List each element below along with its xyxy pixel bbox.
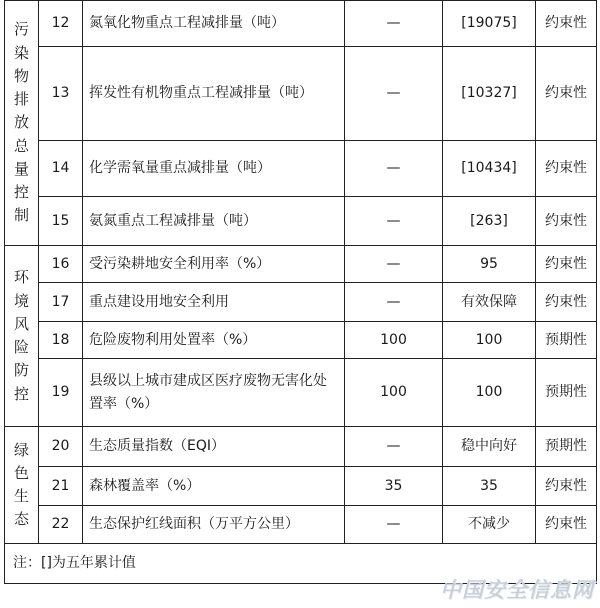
indicator-number: 21: [39, 467, 83, 506]
value-target: [263]: [443, 197, 536, 246]
indicator-attribute: 约束性: [536, 467, 597, 506]
value-target: [10327]: [443, 47, 536, 141]
value-baseline: —: [345, 141, 443, 197]
category-cell: [5, 1, 39, 246]
indicator-name: 挥发性有机物重点工程减排量（吨）: [83, 47, 345, 141]
indicator-number: 15: [39, 197, 83, 246]
value-target: [10434]: [443, 141, 536, 197]
category-cell: [5, 246, 39, 427]
indicator-name: 生态保护红线面积（万平方公里）: [83, 506, 345, 544]
category-char: 总: [13, 136, 29, 155]
category-char: 污: [13, 20, 29, 39]
table-row: [5, 427, 597, 467]
indicator-name: 森林覆盖率（%）: [83, 467, 345, 506]
indicator-number: 14: [39, 141, 83, 197]
category-char: 色: [13, 463, 29, 482]
table-row: [5, 322, 597, 359]
value-target: 100: [443, 359, 536, 427]
indicator-number: 22: [39, 506, 83, 544]
category-char: 态: [13, 510, 29, 529]
indicator-attribute: 约束性: [536, 246, 597, 283]
category-char: 制: [13, 206, 29, 225]
indicator-attribute: 约束性: [536, 47, 597, 141]
category-char: 量: [13, 159, 29, 178]
table-row: [5, 246, 597, 283]
indicator-number: 12: [39, 1, 83, 47]
indicator-table: [4, 0, 597, 584]
indicator-name: 氨氮重点工程减排量（吨）: [83, 197, 345, 246]
table-row: [5, 467, 597, 506]
value-target: 100: [443, 322, 536, 359]
indicator-name: 受污染耕地安全利用率（%）: [83, 246, 345, 283]
table-row: [5, 197, 597, 246]
category-char: 染: [13, 43, 29, 62]
indicator-name: 县级以上城市建成区医疗废物无害化处置率（%）: [83, 359, 345, 427]
value-baseline: —: [345, 246, 443, 283]
category-char: 绿: [13, 440, 29, 459]
table-row: [5, 359, 597, 427]
value-baseline: —: [345, 197, 443, 246]
value-target: 不减少: [443, 506, 536, 544]
indicator-attribute: 约束性: [536, 506, 597, 544]
value-target: [19075]: [443, 1, 536, 47]
indicator-attribute: 预期性: [536, 359, 597, 427]
category-char: 控: [13, 183, 29, 202]
table-row: [5, 1, 597, 47]
value-baseline: —: [345, 1, 443, 47]
indicator-attribute: 预期性: [536, 427, 597, 467]
indicator-attribute: 约束性: [536, 197, 597, 246]
table-note: 注：[]为五年累计值: [5, 544, 597, 584]
value-baseline: 35: [345, 467, 443, 506]
value-target: 35: [443, 467, 536, 506]
table-row: [5, 47, 597, 141]
category-char: 境: [13, 291, 29, 310]
table-row: [5, 283, 597, 322]
indicator-number: 17: [39, 283, 83, 322]
indicator-attribute: 约束性: [536, 1, 597, 47]
indicator-number: 13: [39, 47, 83, 141]
indicator-attribute: 约束性: [536, 283, 597, 322]
indicator-number: 18: [39, 322, 83, 359]
indicator-number: 20: [39, 427, 83, 467]
indicator-name: 生态质量指数（EQI）: [83, 427, 345, 467]
value-target: 有效保障: [443, 283, 536, 322]
category-char: 放: [13, 113, 29, 132]
table-row: [5, 506, 597, 544]
indicator-name: 危险废物利用处置率（%）: [83, 322, 345, 359]
indicator-table-body: [5, 1, 597, 584]
category-char: 生: [13, 487, 29, 505]
indicator-name: 氮氧化物重点工程减排量（吨）: [83, 1, 345, 47]
value-baseline: —: [345, 283, 443, 322]
category-char: 环: [13, 268, 29, 287]
category-char: 物: [13, 66, 29, 85]
category-char: 控: [13, 384, 29, 403]
indicator-attribute: 预期性: [536, 322, 597, 359]
value-baseline: 100: [345, 359, 443, 427]
indicator-attribute: 约束性: [536, 141, 597, 197]
category-char: 险: [13, 338, 29, 356]
category-char: 风: [13, 314, 29, 333]
category-cell: [5, 427, 39, 544]
value-target: 稳中向好: [443, 427, 536, 467]
indicator-name: 重点建设用地安全利用: [83, 283, 345, 322]
site-watermark: 中国安全信息网: [440, 578, 594, 602]
value-baseline: 100: [345, 322, 443, 359]
value-baseline: —: [345, 427, 443, 467]
value-target: 95: [443, 246, 536, 283]
indicator-number: 16: [39, 246, 83, 283]
category-char: 排: [13, 90, 29, 109]
value-baseline: —: [345, 506, 443, 544]
table-row: [5, 141, 597, 197]
value-baseline: —: [345, 47, 443, 141]
category-char: 防: [13, 361, 29, 380]
indicator-number: 19: [39, 359, 83, 427]
indicator-name: 化学需氧量重点减排量（吨）: [83, 141, 345, 197]
